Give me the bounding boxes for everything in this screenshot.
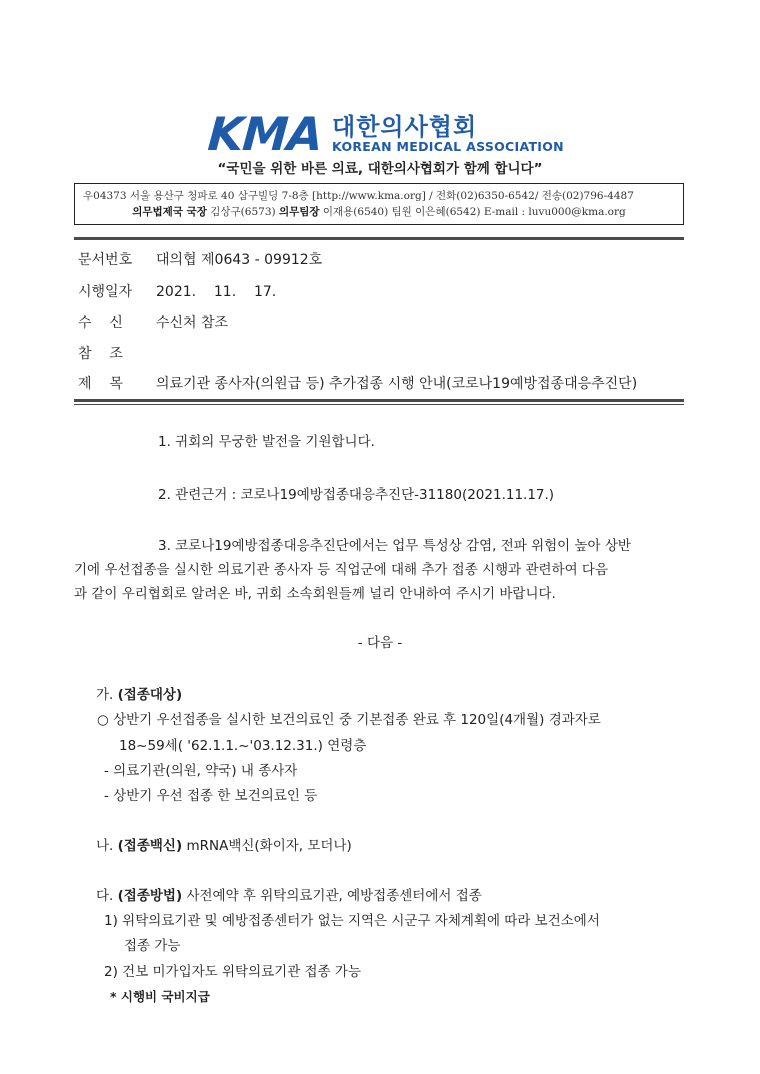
paragraph-3-line-3: 과 같이 우리협회로 알려온 바, 귀회 소속회원들께 널리 안내하여 주시기 바랍니다. bbox=[74, 586, 556, 602]
logo-mark: KMA bbox=[206, 107, 324, 161]
contact-box bbox=[74, 183, 684, 225]
section-c-note: * 시행비 국비지급 bbox=[110, 989, 210, 1004]
section-c-heading bbox=[96, 887, 482, 905]
paragraph-2: 2. 관련근거 : 코로나19예방접종대응추진단-31180(2021.11.17.) bbox=[158, 487, 555, 503]
logo-name-en: KOREAN MEDICAL ASSOCIATION bbox=[332, 139, 564, 154]
header-rule-top bbox=[74, 237, 684, 240]
logo-name-kr: 대한의사협회 bbox=[332, 113, 478, 141]
team-value: 이재용(6540) 팀원 이은혜(6542) E-mail : luvu000@kma.org bbox=[322, 206, 626, 218]
doc-no-label: 문서번호 bbox=[78, 252, 133, 268]
section-c-item-2: 2) 건보 미가입자도 위탁의료기관 접종 가능 bbox=[104, 964, 362, 980]
logo-text bbox=[332, 114, 564, 154]
ref-label: 참 조 bbox=[78, 346, 123, 362]
paragraph-1: 1. 귀회의 무궁한 발전을 기원합니다. bbox=[158, 434, 375, 450]
header-rule-bottom bbox=[74, 399, 684, 402]
section-a-heading bbox=[96, 686, 182, 704]
meta-to bbox=[78, 314, 228, 332]
slogan: “국민을 위한 바른 의료, 대한의사협회가 함께 합니다” bbox=[217, 161, 543, 177]
paragraph-3-line-1: 3. 코로나19예방접종대응추진단에서는 업무 특성상 감염, 전파 위험이 높아 상반 bbox=[158, 538, 631, 554]
contact-staff bbox=[83, 204, 675, 220]
date-value: 2021. 11. 17. bbox=[156, 284, 277, 300]
section-b-heading bbox=[96, 837, 352, 855]
section-b-text: mRNA백신(화이자, 모더나) bbox=[186, 838, 352, 854]
section-a-item-1-line-2: 18~59세( '62.1.1.~'03.12.31.) 연령층 bbox=[119, 738, 367, 754]
header-rule-bottom-thin bbox=[74, 404, 684, 405]
meta-ref bbox=[78, 345, 156, 363]
meta-date bbox=[78, 283, 276, 301]
doc-no-value: 대의협 제0643 - 09912호 bbox=[156, 252, 323, 268]
section-c-item-1-line-1: 1) 위탁의료기관 및 예방접종센터가 없는 지역은 시군구 자체계획에 따라 보건소에서 bbox=[104, 913, 600, 929]
paragraph-3-line-2: 기에 우선접종을 실시한 의료기관 종사자 등 직업군에 대해 추가 접종 시행과 관련하여 다음 bbox=[74, 562, 609, 578]
team-label: 의무팀장 bbox=[278, 206, 320, 218]
section-a-sub-1: - 의료기관(의원, 약국) 내 종사자 bbox=[104, 763, 298, 779]
meta-doc-no bbox=[78, 251, 322, 269]
section-a-sub-2: - 상반기 우선 접종 한 보건의료인 등 bbox=[104, 788, 318, 804]
subject-value: 의료기관 종사자(의원급 등) 추가접종 시행 안내(코로나19예방접종대응추진단) bbox=[156, 376, 638, 392]
section-c-item-1-line-2: 접종 가능 bbox=[124, 938, 181, 954]
dept-value: 김상구(6573) bbox=[210, 206, 276, 218]
divider-label: - 다음 - bbox=[357, 635, 403, 651]
section-a-title: (접종대상) bbox=[117, 687, 183, 703]
meta-subject bbox=[78, 375, 637, 393]
section-b-marker: 나. bbox=[96, 838, 114, 854]
section-a-marker: 가. bbox=[96, 687, 114, 703]
section-a-item-1-line-1: ○ 상반기 우선접종을 실시한 보건의료인 중 기본접종 완료 후 120일(4개월) 경과자로 bbox=[97, 712, 601, 728]
dept-label: 의무법제국 국장 bbox=[132, 206, 207, 218]
to-label: 수 신 bbox=[78, 315, 123, 331]
subject-label: 제 목 bbox=[78, 376, 123, 392]
kma-logo bbox=[206, 107, 564, 161]
section-b-title: (접종백신) bbox=[117, 838, 183, 854]
section-c-text: 사전예약 후 위탁의료기관, 예방접종센터에서 접종 bbox=[186, 888, 482, 904]
section-c-title: (접종방법) bbox=[117, 888, 183, 904]
to-value: 수신처 참조 bbox=[156, 315, 229, 331]
date-label: 시행일자 bbox=[78, 284, 133, 300]
section-c-marker: 다. bbox=[96, 888, 114, 904]
contact-address: 우04373 서울 용산구 청파로 40 삼구빌딩 7-8층 [http://www.kma.org] / 전화(02)6350-6542/ 전송(02)796-4487 bbox=[83, 190, 634, 202]
